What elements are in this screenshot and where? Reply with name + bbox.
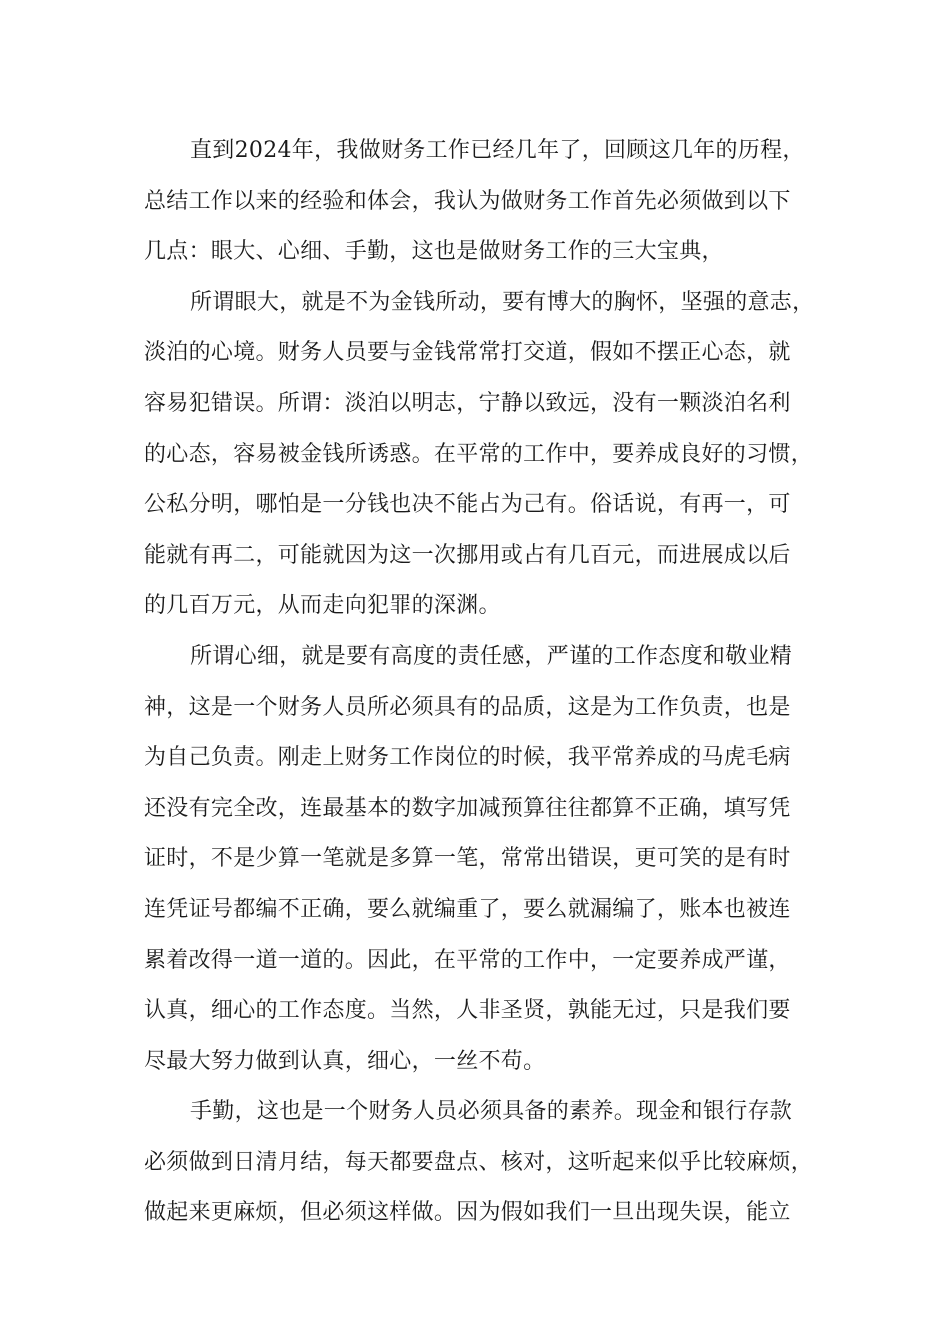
text-line: 必须做到日清月结，每天都要盘点、核对，这听起来似乎比较麻烦， (144, 1149, 814, 1175)
text-line: 认真，细心的工作态度。当然，人非圣贤，孰能无过，只是我们要 (144, 998, 791, 1024)
paragraph-intro (144, 126, 824, 278)
text-line: 连凭证号都编不正确，要么就编重了，要么就漏编了，账本也被连 (144, 896, 791, 922)
text-line: 尽最大努力做到认真，细心，一丝不苟。 (144, 1048, 546, 1074)
text-line: 手勤，这也是一个财务人员必须具备的素养。现金和银行存款 (190, 1099, 793, 1125)
text-line: 总结工作以来的经验和体会，我认为做财务工作首先必须做到以下 (144, 188, 791, 214)
text-line: 还没有完全改，连最基本的数字加减预算往往都算不正确，填写凭 (144, 795, 791, 821)
paragraph-shouqin (144, 1087, 824, 1239)
text-line: 容易犯错误。所谓：淡泊以明志，宁静以致远，没有一颗淡泊名利 (144, 390, 791, 416)
text-line: 能就有再二，可能就因为这一次挪用或占有几百元，而进展成以后 (144, 542, 791, 568)
text-line: 公私分明，哪怕是一分钱也决不能占为己有。俗话说，有再一，可 (144, 492, 791, 518)
text-line: 证时，不是少算一笔就是多算一笔，常常出错误，更可笑的是有时 (144, 846, 791, 872)
text-line: 所谓眼大，就是不为金钱所动，要有博大的胸怀，坚强的意志， (190, 289, 815, 315)
text-line: 神，这是一个财务人员所必须具有的品质，这是为工作负责，也是 (144, 694, 791, 720)
text-line: 做起来更麻烦，但必须这样做。因为假如我们一旦出现失误，能立 (144, 1200, 791, 1226)
text-line: 的心态，容易被金钱所诱惑。在平常的工作中，要养成良好的习惯， (144, 441, 814, 467)
paragraph-xinxi (144, 632, 824, 1087)
text-line: 淡泊的心境。财务人员要与金钱常常打交道，假如不摆正心态，就 (144, 340, 791, 366)
text-line: 累着改得一道一道的。因此，在平常的工作中，一定要养成严谨， (144, 947, 791, 973)
paragraph-yanda (144, 278, 824, 632)
document-body (144, 126, 824, 1239)
text-line: 直到2024年，我做财务工作已经几年了，回顾这几年的历程， (190, 138, 805, 163)
text-line: 的几百万元，从而走向犯罪的深渊。 (144, 593, 501, 619)
text-line: 为自己负责。刚走上财务工作岗位的时候，我平常养成的马虎毛病 (144, 745, 791, 771)
text-line: 所谓心细，就是要有高度的责任感，严谨的工作态度和敬业精 (190, 643, 793, 669)
text-line: 几点：眼大、心细、手勤，这也是做财务工作的三大宝典， (144, 239, 724, 265)
